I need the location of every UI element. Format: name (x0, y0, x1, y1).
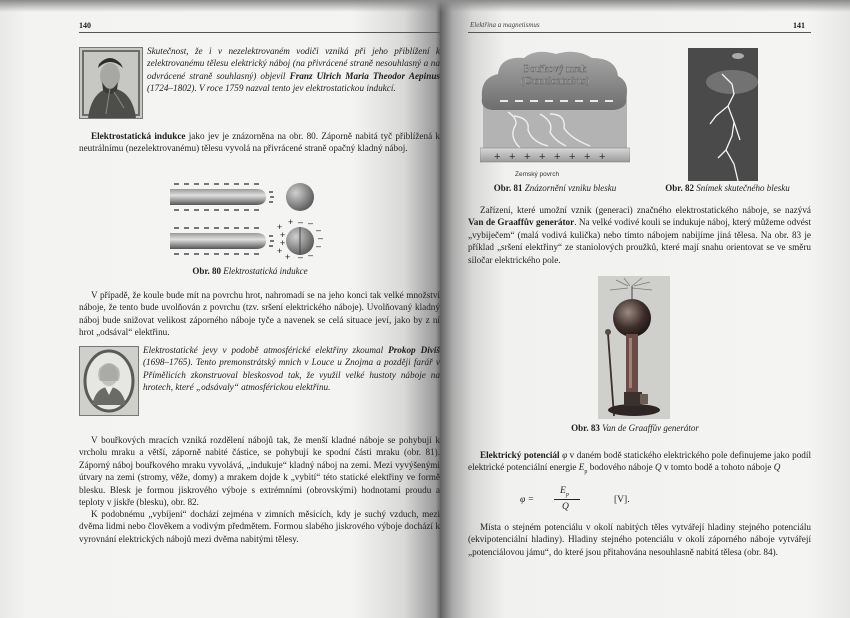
svg-text:–: – (318, 233, 324, 243)
header-rule-right (468, 32, 811, 33)
formula-numerator-e: E (560, 486, 566, 496)
divis-name: Prokop Diviš (388, 345, 440, 355)
svg-text:–: – (316, 225, 322, 235)
svg-text:+: + (584, 151, 591, 163)
figure-83-label: Obr. 83 (571, 423, 600, 433)
fraction-bar (554, 499, 580, 500)
induction-term: Elektrostatická indukce (91, 131, 186, 141)
potential-paragraph (468, 449, 811, 479)
portrait-aepinus (79, 47, 143, 119)
portrait-divis (79, 346, 139, 416)
header-rule-left (79, 32, 440, 33)
induction-text: jako jev je znázorněna na obr. 80. Záporně nabitá tyč přiblížená k neutrálnímu (nezelektrovanému) tělesu vyvolá na přivrácené straně opačný kladný náboj. (79, 131, 440, 154)
formula-numerator-sub: p (565, 491, 569, 498)
potential-q2: Q (773, 462, 781, 473)
svg-text:–: – (298, 217, 304, 227)
right-page (440, 0, 850, 618)
svg-text:+: + (599, 151, 606, 163)
potential-q: Q (655, 462, 662, 473)
aepinus-name: Franz Ulrich Maria Theodor Aepinus (289, 70, 440, 81)
equipotential-paragraph: Místa o stejném potenciálu v okolí nabitých těles vytvářejí hladiny stejného potenciálu (ekvipotenciální hladiny). Hladiny stejného potenciálu v okolí záporného náboje vytvářejí „potenciálovou jámu“, do které jsou přitahována nesouhlasně nabitá tělesa (obr. 84). (468, 522, 811, 557)
figure-80-caption (140, 266, 360, 276)
divis-engraving-icon (80, 347, 138, 415)
page-number-right: 141 (793, 21, 805, 30)
figure-80-title: Elektrostatická indukce (223, 266, 308, 276)
figure-80-label: Obr. 80 (192, 266, 222, 276)
svg-text:+: + (554, 151, 561, 163)
induction-paragraph (79, 130, 440, 155)
aepinus-engraving-icon (80, 48, 142, 118)
potential-text-1: v daném bodě statického elektrického pole definujeme jako podíl elektrické potenciální energie (468, 450, 811, 473)
figure-81-caption (460, 183, 650, 193)
svg-text:–: – (308, 250, 314, 260)
van-de-graaff-generator-icon (598, 276, 670, 419)
rod-bottom (170, 228, 274, 254)
formula-numerator (560, 486, 569, 498)
cloud-label-line1: Bouřkový mrak (523, 64, 587, 75)
running-head: Elektřina a magnetismus (470, 21, 540, 29)
figure-83-caption (540, 423, 730, 433)
potential-text-2: bodového náboje (587, 462, 656, 473)
potential-ep: E (578, 462, 585, 473)
cloud-label-line2: (Cumulonimbus) (520, 76, 590, 87)
divis-text-after: (1698–1765). Tento premonstrátský mnich v Louce u Znojma a později farář v Přímělicích zkonstruoval bleskosvod tak, že využil velké hustoty náboje na hrotech, které „odsávaly“ atmosférickou elektřinu. (143, 357, 440, 393)
rod-top (170, 184, 274, 210)
figure-82-photo (688, 48, 758, 181)
figure-83-photo (598, 276, 670, 419)
svg-text:+: + (539, 151, 546, 163)
svg-text:+: + (280, 230, 286, 240)
potential-symbol: φ (562, 450, 568, 460)
figure-80-diagram (170, 180, 330, 265)
ground-label: Zemský povrch (515, 171, 560, 178)
tip-paragraph: V případě, že koule bude mít na povrchu hrot, nahromadí se na jeho konci tak velké množství náboje, že tento bude uvolňován z povrchu (tzv. sršení elektrického náboje). Uvolňovaný kladný náboj bude snižovat velikost záporného náboje tyče a navenek se celá situace jeví, jako by z ní hrot „odsával“ elektřinu. (79, 290, 440, 338)
svg-text:+: + (509, 151, 516, 163)
neutral-sphere (286, 183, 314, 211)
vdg-text-after: . Na velké vodivé kouli se indukuje náboj, který můžeme odvést „vybiječem“ (malá vodivá kulička) nebo tímto nábojem nabijíme jiná tělesa. Na obr. 83 je příklad „sršení elektřiny“ ze staniolových proužků, které mají snahu orientovat se ve směru siločar elektrického pole. (468, 217, 812, 265)
discharge-paragraph: K podobnému „vybíjení“ dochází zejména v zimních měsících, kdy je suchý vzduch, mezi dvěma lidmi nebo člověkem a vodivým předmětem. Formou slabého jiskrového výboje dochází k vyrovnání elektrických nábojů mezi dvěma nabitými tělesy. (79, 509, 440, 544)
potential-term: Elektrický potenciál (480, 450, 560, 460)
svg-text:–: – (298, 252, 304, 262)
figure-83-title: Van de Graaffův generátor (602, 423, 699, 433)
formula-lhs: φ = (520, 495, 535, 505)
potential-formula (520, 486, 660, 516)
figure-81-title: Znázornění vzniku blesku (524, 183, 617, 193)
figure-81-label: Obr. 81 (493, 183, 523, 193)
svg-text:+: + (494, 151, 501, 163)
svg-text:+: + (277, 246, 283, 256)
figure-82-title: Snímek skutečného blesku (696, 183, 790, 193)
storm-paragraph: V bouřkových mracích vzniká rozdělení nábojů tak, že menší kladné náboje se pohybují k vrcholu mraku a větší, záporně nabité částice, se pohybují ke spodní části mraku (obr. 81). Záporný náboj bouřkového mraku vyvolává, „indukuje“ kladný náboj na zemi. Mezi vyvýšenými útvary na zemi (stromy, věže, domy) a mrakem dojde k „vybití“ této statické elektřiny ve formě blesku. Blesk je formou jiskrového výboje s extrémními (obrovskými) hodnotami proudu a teploty v jiskře (blesku), obr. 82. (79, 435, 440, 508)
figure-82-caption (650, 183, 805, 193)
scan-top-shadow (0, 0, 850, 12)
svg-text:+: + (285, 252, 291, 262)
lightning-photo-icon (688, 48, 758, 181)
figure-81-diagram (480, 48, 630, 166)
potential-text-3: v tomto bodě a tohoto náboje (661, 462, 774, 473)
aepinus-note (147, 45, 440, 95)
svg-text:+: + (524, 151, 531, 163)
formula-denominator: Q (562, 502, 569, 512)
aepinus-text-after: (1724–1802). V roce 1759 nazval tento jev elektrostatickou indukcí. (147, 83, 396, 94)
formula-unit: [V]. (614, 495, 630, 505)
svg-text:+: + (288, 217, 294, 227)
divis-note (143, 344, 440, 394)
svg-text:–: – (308, 218, 314, 228)
svg-text:+: + (280, 238, 286, 248)
vdg-paragraph (468, 204, 811, 266)
svg-text:–: – (316, 241, 322, 251)
page-number-left: 140 (79, 21, 91, 30)
aepinus-text-before: Skutečnost, že i v nezelektrovaném vodiči vzniká při jeho přiblížení k zelektrovanému tělesu elektrický náboj (na přivrácené straně nesouhlasný a na odvrácené straně souhlasný) objevil (147, 46, 440, 81)
vdg-text-before: Zařízení, které umožní vznik (generaci) značného elektrostatického náboje, se nazývá (480, 205, 811, 215)
potential-ep-sub: p (584, 469, 588, 476)
svg-text:+: + (569, 151, 576, 163)
divis-text-before: Elektrostatické jevy v podobě atmosférické elektřiny zkoumal (143, 345, 389, 355)
vdg-term: Van de Graaffův generátor (468, 217, 575, 228)
svg-text:+: + (277, 222, 283, 232)
figure-82-label: Obr. 82 (665, 183, 694, 193)
